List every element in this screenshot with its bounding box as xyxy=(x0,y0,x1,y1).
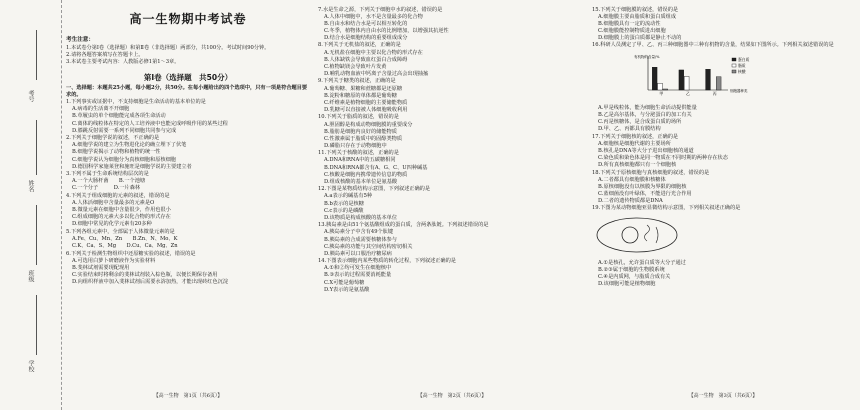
chart-bar xyxy=(684,76,689,90)
question-option: A.细胞学说的建立为生物进化论的确立埋下了伏笔 xyxy=(72,142,187,149)
question-option: D.哺乳动物血液中钙离子含量过高会出现抽搐 xyxy=(324,70,429,77)
question-option: B.②③属于细胞的生物膜系统 xyxy=(598,266,665,273)
question-option: C.染色质和染色体是同一物质在不同时期的两种存在状态 xyxy=(598,154,728,161)
question-option: B.胰岛素的合成需要核糖体参与 xyxy=(324,236,397,243)
notes-block xyxy=(66,37,310,66)
question xyxy=(318,114,586,149)
question-stem: 5.下列各组元素中，全部属于人体微量元素的是 xyxy=(66,228,175,235)
question-option: C.离体的线粒体在特定的人工培养液中也能完成呼吸作用的某些过程 xyxy=(72,120,228,127)
question-option: C.实验结束时将剩余的斐林试剂装入棕色瓶，以便长期保存备用 xyxy=(72,272,218,278)
legend-entry: 蛋白质 xyxy=(738,56,750,62)
chart-bar xyxy=(663,89,668,90)
question-option: D.细胞中常见的化学元素有20多种 xyxy=(72,221,152,228)
page-column-3 xyxy=(592,6,854,402)
binding-label-school: 学校 xyxy=(27,360,34,372)
note-item: 3.本试卷主要考试内容：人教版必修1第1～3章。 xyxy=(66,59,180,66)
chart-bar xyxy=(679,70,684,90)
section-instruction: 一、选择题：本题共25小题，每小题2分，共50分。在每小题给出的四个选项中，只有一项是符合题目要求的。 xyxy=(66,84,308,98)
question-option: A.一个大肠杆菌 B.一个池塘 xyxy=(72,178,146,185)
question-stem: 15.下列关于细胞膜的叙述，错误的是 xyxy=(592,6,679,13)
page-footer: 【高一生物 第3页（共6页）】 xyxy=(688,392,758,399)
question-stem: 3.下列不属于生命系统结构层次的是 xyxy=(66,171,149,178)
organelle-bar-chart xyxy=(632,52,782,100)
question-option: D.该物质是构成核酸的基本单位 xyxy=(324,214,398,221)
question-stem: 18.下列关于原核细胞与真核细胞的叙述，错误的是 xyxy=(592,169,710,176)
question-option: B.人体缺铁会导致血红蛋白合成障碍 xyxy=(324,56,408,63)
question-stem: 11.下列关于核酸的叙述，正确的是 xyxy=(318,150,399,157)
question-option: B.核孔是DNA等大分子进出细胞核的通道 xyxy=(598,147,694,154)
binding-label-class: 班级 xyxy=(27,270,34,282)
question xyxy=(318,7,586,42)
chart-category-label: 丙 xyxy=(712,90,717,96)
legend-entry: 脂质 xyxy=(738,62,746,68)
binding-line xyxy=(36,205,37,265)
page-column-1 xyxy=(66,6,310,402)
question xyxy=(66,229,310,250)
note-item: 1.本试卷分第Ⅰ卷（选择题）和第Ⅱ卷（非选择题）两部分，共100分。考试时间90分钟。 xyxy=(66,45,270,52)
question xyxy=(592,42,854,133)
question-option: D.二者的遗传物质都是DNA xyxy=(598,197,663,204)
question-option: C.K、Ca、S、Mg D.Cu、Ca、Mg、Zn xyxy=(72,243,178,250)
question-option: D.结合水是细胞结构的重要组成成分 xyxy=(324,34,408,41)
question xyxy=(318,222,586,257)
chart-category-label: 甲 xyxy=(659,90,664,96)
question-option: A.Fe、Cu、Mn、Zn B.Zn、N、Mo、K xyxy=(72,236,178,243)
question-option: A.DNA和RNA中的五碳糖相同 xyxy=(324,157,396,164)
question xyxy=(66,171,310,192)
question-option: B.微量元素在细胞中含量很少，作用也很小 xyxy=(72,207,171,214)
question-option: A.病毒的生活离不开细胞 xyxy=(72,106,130,113)
question-stem: 14.下图表示细胞内某些物质的转化过程，下列叙述正确的是 xyxy=(318,258,456,265)
question-option: B.细胞膜具有一定的流动性 xyxy=(598,20,661,27)
question-list xyxy=(592,7,854,289)
question-option: C.纤维素是植物细胞的主要储能物质 xyxy=(324,99,408,106)
binding-margin xyxy=(0,0,62,410)
question-list xyxy=(66,99,310,286)
question-option: A.①和②均可发生在细胞核中 xyxy=(324,265,392,272)
question-option: D.膝跳反射需要一系列不同细胞共同参与完成 xyxy=(72,127,177,134)
question-option: C.④是内质网，与脂质合成有关 xyxy=(598,273,671,280)
question xyxy=(318,150,586,185)
question-stem: 1.下列事实或证据中，不支持细胞是生命活动的基本单位的是 xyxy=(66,99,206,106)
question-option: C.性激素属于脂质中的固醇类物质 xyxy=(324,135,403,142)
question-option: C.植物缺镁会导致叶片发黄 xyxy=(324,63,387,70)
question-option: A.二者都具有细胞膜和核糖体 xyxy=(598,176,666,183)
question-option: A.①是核孔，允许蛋白质等大分子通过 xyxy=(598,259,686,266)
question-option: C.组成细胞的元素大多以化合物的形式存在 xyxy=(72,214,171,221)
question-stem: 7.水是生命之源，下列关于细胞中水的叙述，错误的是 xyxy=(318,6,443,13)
question-option: B.DNA和RNA都含有A、G、C、U四种碱基 xyxy=(324,164,428,171)
question-option: B.细胞学说揭示了动物和植物的统一性 xyxy=(72,149,161,156)
question-stem: 13.胰岛素是由51个氨基酸组成的蛋白质，含两条肽链。下列叙述错误的是 xyxy=(318,222,489,229)
question-option: D.所有真核细胞都只有一个细胞核 xyxy=(598,161,677,168)
question-option: A.a表示的碱基有5种 xyxy=(324,193,373,200)
chart-bar xyxy=(716,76,721,89)
question-stem: 9.下列关于糖类的叙述，正确的是 xyxy=(318,78,396,85)
question-stem: 4.下列关于组成细胞的元素的叙述，错误的是 xyxy=(66,192,170,199)
question-option: B.自由水和结合水是可以相互转化的 xyxy=(324,20,408,27)
question-option: B.乙是高尔基体，与分泌蛋白的加工有关 xyxy=(598,111,692,118)
question-stem: 17.下列关于细胞核的叙述，正确的是 xyxy=(592,133,679,140)
question-option: D.向组织样液中加入斐林试剂后需要水浴加热，才能出现砖红色沉淀 xyxy=(72,279,229,286)
question-option: D.该细胞可能是植物细胞 xyxy=(598,280,656,287)
question-option: D.Y表示的是氨基酸 xyxy=(324,286,370,293)
page-footer: 【高一生物 第2页（共6页）】 xyxy=(417,392,487,399)
question-option: A.细胞膜主要由脂质和蛋白质组成 xyxy=(598,13,677,20)
question-option: B.b表示的是核糖 xyxy=(324,200,364,207)
page-column-2 xyxy=(318,6,586,402)
legend-swatch xyxy=(732,64,736,67)
question-option: C.蓝细菌没有叶绿体，不能进行光合作用 xyxy=(598,190,692,197)
question-option: A.可选用白萝卜研磨液作为实验材料 xyxy=(72,257,156,264)
question-option: D.细胞膜上的蛋白质都是静止不动的 xyxy=(598,34,682,41)
legend-entry: 核酸 xyxy=(738,68,746,74)
question-option: C.细胞膜能控制物质进出细胞 xyxy=(598,27,666,34)
question-option: D.乳糖可以直接被人体细胞吸收利用 xyxy=(324,106,408,113)
cell-diagram xyxy=(592,215,682,255)
question-option: D.磷脂只存在于动物细胞中 xyxy=(324,142,387,149)
question-option: A.甲是线粒体，能为细胞生命活动提供能量 xyxy=(598,104,697,111)
binding-label-name: 姓名 xyxy=(27,180,34,192)
question xyxy=(318,42,586,77)
question-option: C.X可能是葡萄糖 xyxy=(324,279,365,286)
question-option: C.胰岛素的功能与其空间结构密切相关 xyxy=(324,243,413,250)
question xyxy=(318,186,586,221)
binding-line xyxy=(36,30,37,80)
question xyxy=(66,193,310,228)
chart-bar xyxy=(706,69,711,90)
question-list xyxy=(318,7,586,294)
question-option: B.草履虫的单个细胞能完成各项生命活动 xyxy=(72,113,166,120)
question-option: A.胆固醇是构成动物细胞膜的重要成分 xyxy=(324,121,413,128)
question-stem: 8.下列关于无机盐的叙述，正确的是 xyxy=(318,42,401,49)
binding-line xyxy=(36,295,37,355)
question-option: C.冬季，植物体内自由水的比例增加，以增强其抗逆性 xyxy=(324,27,449,34)
question-option: B.脂肪是细胞内良好的储能物质 xyxy=(324,128,397,135)
section-heading: 第Ⅰ卷（选择题 共50分） xyxy=(143,73,233,83)
question xyxy=(592,7,854,42)
question-option: A.葡萄糖、果糖和蔗糖都是还原糖 xyxy=(324,85,403,92)
legend-swatch xyxy=(732,70,736,73)
question xyxy=(66,99,310,134)
question-option: C.细胞学说认为细胞分为真核细胞和原核细胞 xyxy=(72,156,176,163)
y-axis-label: 有机物的含量/% xyxy=(634,54,660,59)
x-axis-label: 细胞器种类 xyxy=(730,88,748,93)
question xyxy=(66,251,310,286)
question-option: A.胰岛素分子中含有49个肽键 xyxy=(324,229,394,236)
question-option: A.无机盐在细胞中主要以化合物的形式存在 xyxy=(324,49,423,56)
notes-heading: 考生注意： xyxy=(66,37,94,44)
question-option: A.人体中细胞中，水不是含量最多的化合物 xyxy=(324,13,423,20)
question-stem: 12.下图是某物质结构示意图，下列叙述正确的是 xyxy=(318,186,431,193)
question-stem: 2.下列关于细胞学说的叙述，不正确的是 xyxy=(66,135,160,142)
chart-bar xyxy=(658,83,663,90)
question-option: C.一个分子 D.一片森林 xyxy=(72,185,141,192)
question-option: D.组成核酸的基本单位是氨基酸 xyxy=(324,178,398,185)
question-option: C.核酸是细胞内携带遗传信息的物质 xyxy=(324,171,408,178)
question xyxy=(318,258,586,293)
question-option: C.c表示的是磷酸 xyxy=(324,207,364,214)
question xyxy=(318,78,586,113)
cell-structure-figure xyxy=(592,215,854,258)
question xyxy=(592,134,854,169)
question-option: A.人体活细胞中含量最多的元素是O xyxy=(72,200,155,207)
question xyxy=(66,135,310,170)
question-option: D.甲、乙、丙都具有膜结构 xyxy=(598,125,661,132)
question-option: D.胰岛素可以口服治疗糖尿病 xyxy=(324,250,392,257)
question-option: B.淀粉和糖原的单体都是葡萄糖 xyxy=(324,92,397,99)
question-option: B.③表示的过程需要消耗能量 xyxy=(324,272,392,279)
question-stem: 6.下列关于检测生物组织中还原糖实验的叙述，错误的是 xyxy=(66,250,196,257)
question-stem: 19.下图为某动物细胞亚显微结构示意图，下列相关叙述正确的是 xyxy=(592,205,741,212)
question-option: A.细胞核是细胞代谢的主要场所 xyxy=(598,140,671,147)
question-option: B.斐林试剂需要现配现用 xyxy=(72,264,130,271)
question-stem: 10.下列关于脂质的叙述，错误的是 xyxy=(318,114,399,121)
question-stem: 16.科研人员测定了甲、乙、丙三种细胞器中三种有机物的含量，结果如下图所示。下列相关叙述错误的是 xyxy=(592,42,834,49)
chart-bar xyxy=(652,67,657,90)
exam-title: 高一生物期中考试卷 xyxy=(129,12,247,26)
legend-swatch xyxy=(732,58,736,61)
binding-label-exam-id: 考号 xyxy=(27,90,34,102)
chart-category-label: 乙 xyxy=(686,90,690,96)
question xyxy=(592,170,854,205)
page-footer: 【高一生物 第1页（共6页）】 xyxy=(153,392,223,399)
question-option: D.德国科学家施莱登和施旺是细胞学说的主要建立者 xyxy=(72,163,192,170)
note-item: 2.请将各题答案填写在答题卡上。 xyxy=(66,52,144,59)
question-option: C.丙是核糖体，是合成蛋白质的场所 xyxy=(598,118,682,125)
question xyxy=(592,205,854,288)
binding-line xyxy=(36,120,37,175)
question-option: B.原核细胞没有以核膜为界限的细胞核 xyxy=(598,183,687,190)
